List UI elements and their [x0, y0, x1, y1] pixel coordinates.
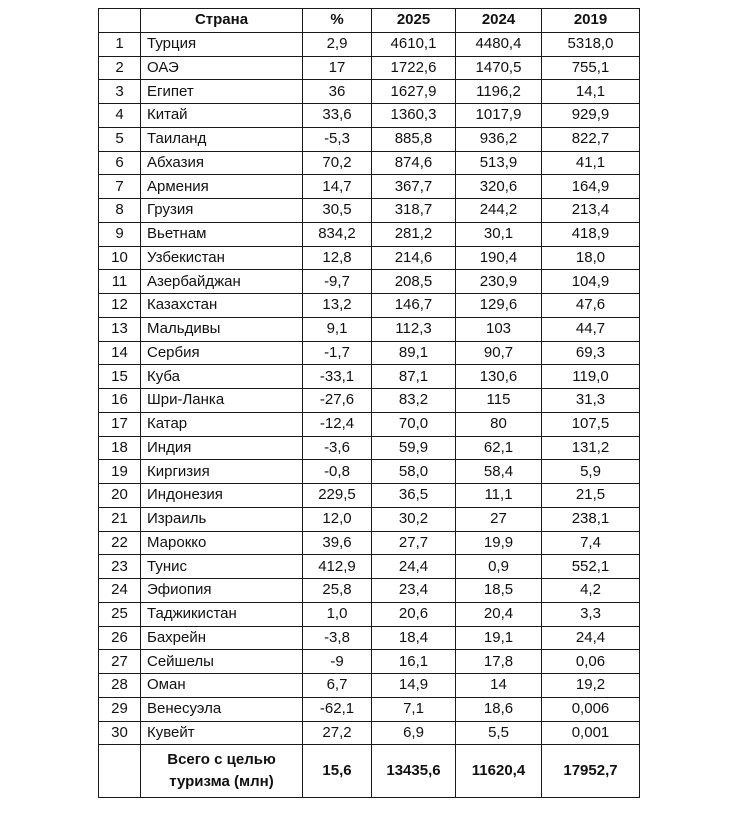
percent-change: 39,6 — [303, 531, 372, 555]
total-2025: 13435,6 — [372, 745, 456, 798]
country-name: Сейшелы — [141, 650, 303, 674]
country-name: ОАЭ — [141, 56, 303, 80]
percent-change: 13,2 — [303, 294, 372, 318]
value-2019: 14,1 — [542, 80, 640, 104]
table-row — [99, 151, 640, 175]
value-2025: 1722,6 — [372, 56, 456, 80]
country-name: Индонезия — [141, 484, 303, 508]
value-2025: 23,4 — [372, 579, 456, 603]
percent-change: -3,6 — [303, 436, 372, 460]
value-2024: 20,4 — [456, 602, 542, 626]
country-name: Армения — [141, 175, 303, 199]
value-2025: 214,6 — [372, 246, 456, 270]
row-number: 12 — [99, 294, 141, 318]
row-number: 3 — [99, 80, 141, 104]
country-name: Китай — [141, 104, 303, 128]
row-number: 4 — [99, 104, 141, 128]
value-2025: 7,1 — [372, 697, 456, 721]
value-2025: 14,9 — [372, 674, 456, 698]
value-2019: 0,006 — [542, 697, 640, 721]
value-2019: 131,2 — [542, 436, 640, 460]
value-2025: 30,2 — [372, 507, 456, 531]
table-row — [99, 721, 640, 745]
percent-change: 70,2 — [303, 151, 372, 175]
table-row — [99, 650, 640, 674]
percent-change: -33,1 — [303, 365, 372, 389]
percent-change: 30,5 — [303, 199, 372, 223]
percent-change: 36 — [303, 80, 372, 104]
country-name: Эфиопия — [141, 579, 303, 603]
table-row — [99, 579, 640, 603]
percent-change: 2,9 — [303, 32, 372, 56]
country-name: Тунис — [141, 555, 303, 579]
value-2025: 59,9 — [372, 436, 456, 460]
row-number: 5 — [99, 127, 141, 151]
header-country: Страна — [141, 9, 303, 33]
value-2019: 18,0 — [542, 246, 640, 270]
table-row — [99, 246, 640, 270]
tourism-table — [98, 8, 640, 798]
row-number: 18 — [99, 436, 141, 460]
table-row — [99, 436, 640, 460]
percent-change: -1,7 — [303, 341, 372, 365]
value-2019: 3,3 — [542, 602, 640, 626]
value-2025: 27,7 — [372, 531, 456, 555]
value-2025: 112,3 — [372, 317, 456, 341]
value-2019: 0,001 — [542, 721, 640, 745]
country-name: Венесуэла — [141, 697, 303, 721]
value-2024: 4480,4 — [456, 32, 542, 56]
value-2019: 41,1 — [542, 151, 640, 175]
row-number: 2 — [99, 56, 141, 80]
value-2019: 19,2 — [542, 674, 640, 698]
country-name: Марокко — [141, 531, 303, 555]
table-row — [99, 602, 640, 626]
value-2024: 58,4 — [456, 460, 542, 484]
value-2024: 513,9 — [456, 151, 542, 175]
percent-change: 27,2 — [303, 721, 372, 745]
header-2025: 2025 — [372, 9, 456, 33]
percent-change: 12,0 — [303, 507, 372, 531]
country-name: Казахстан — [141, 294, 303, 318]
country-name: Египет — [141, 80, 303, 104]
row-number: 26 — [99, 626, 141, 650]
percent-change: -12,4 — [303, 412, 372, 436]
value-2024: 90,7 — [456, 341, 542, 365]
value-2024: 1017,9 — [456, 104, 542, 128]
row-number: 16 — [99, 389, 141, 413]
value-2024: 17,8 — [456, 650, 542, 674]
value-2024: 1470,5 — [456, 56, 542, 80]
value-2024: 936,2 — [456, 127, 542, 151]
country-name: Бахрейн — [141, 626, 303, 650]
value-2024: 27 — [456, 507, 542, 531]
country-name: Оман — [141, 674, 303, 698]
table-row — [99, 507, 640, 531]
value-2024: 30,1 — [456, 222, 542, 246]
row-number: 9 — [99, 222, 141, 246]
table-row — [99, 80, 640, 104]
percent-change: 12,8 — [303, 246, 372, 270]
table-row — [99, 674, 640, 698]
value-2024: 129,6 — [456, 294, 542, 318]
value-2024: 11,1 — [456, 484, 542, 508]
total-label: Всего с целью туризма (млн) — [141, 745, 303, 798]
value-2025: 367,7 — [372, 175, 456, 199]
percent-change: 17 — [303, 56, 372, 80]
value-2025: 18,4 — [372, 626, 456, 650]
country-name: Шри-Ланка — [141, 389, 303, 413]
value-2025: 208,5 — [372, 270, 456, 294]
table-row — [99, 317, 640, 341]
country-name: Куба — [141, 365, 303, 389]
value-2024: 62,1 — [456, 436, 542, 460]
row-number: 14 — [99, 341, 141, 365]
country-name: Израиль — [141, 507, 303, 531]
value-2025: 16,1 — [372, 650, 456, 674]
header-2024: 2024 — [456, 9, 542, 33]
table-row — [99, 270, 640, 294]
country-name: Мальдивы — [141, 317, 303, 341]
row-number: 28 — [99, 674, 141, 698]
row-number: 13 — [99, 317, 141, 341]
value-2025: 83,2 — [372, 389, 456, 413]
country-name: Катар — [141, 412, 303, 436]
table-row — [99, 104, 640, 128]
value-2019: 69,3 — [542, 341, 640, 365]
row-number: 30 — [99, 721, 141, 745]
value-2024: 1196,2 — [456, 80, 542, 104]
value-2025: 1627,9 — [372, 80, 456, 104]
header-num — [99, 9, 141, 33]
value-2024: 19,9 — [456, 531, 542, 555]
value-2019: 418,9 — [542, 222, 640, 246]
table-row — [99, 389, 640, 413]
percent-change: 834,2 — [303, 222, 372, 246]
value-2019: 213,4 — [542, 199, 640, 223]
row-number: 24 — [99, 579, 141, 603]
country-name: Таиланд — [141, 127, 303, 151]
row-number: 1 — [99, 32, 141, 56]
table-row — [99, 127, 640, 151]
value-2025: 20,6 — [372, 602, 456, 626]
row-number: 7 — [99, 175, 141, 199]
value-2019: 822,7 — [542, 127, 640, 151]
table-row — [99, 222, 640, 246]
percent-change: 412,9 — [303, 555, 372, 579]
value-2025: 70,0 — [372, 412, 456, 436]
row-number: 21 — [99, 507, 141, 531]
percent-change: -9,7 — [303, 270, 372, 294]
value-2024: 19,1 — [456, 626, 542, 650]
value-2024: 230,9 — [456, 270, 542, 294]
percent-change: 229,5 — [303, 484, 372, 508]
table-row — [99, 484, 640, 508]
total-percent: 15,6 — [303, 745, 372, 798]
value-2025: 36,5 — [372, 484, 456, 508]
total-num — [99, 745, 141, 798]
value-2024: 0,9 — [456, 555, 542, 579]
value-2019: 44,7 — [542, 317, 640, 341]
value-2025: 318,7 — [372, 199, 456, 223]
value-2019: 24,4 — [542, 626, 640, 650]
value-2024: 320,6 — [456, 175, 542, 199]
percent-change: -5,3 — [303, 127, 372, 151]
value-2019: 164,9 — [542, 175, 640, 199]
table-row — [99, 32, 640, 56]
table-body — [99, 32, 640, 798]
value-2025: 146,7 — [372, 294, 456, 318]
percent-change: 6,7 — [303, 674, 372, 698]
value-2024: 244,2 — [456, 199, 542, 223]
country-name: Узбекистан — [141, 246, 303, 270]
row-number: 23 — [99, 555, 141, 579]
value-2024: 115 — [456, 389, 542, 413]
row-number: 20 — [99, 484, 141, 508]
country-name: Турция — [141, 32, 303, 56]
value-2024: 103 — [456, 317, 542, 341]
row-number: 15 — [99, 365, 141, 389]
percent-change: -0,8 — [303, 460, 372, 484]
table-row — [99, 555, 640, 579]
country-name: Грузия — [141, 199, 303, 223]
value-2019: 7,4 — [542, 531, 640, 555]
table-row — [99, 56, 640, 80]
value-2025: 281,2 — [372, 222, 456, 246]
value-2025: 1360,3 — [372, 104, 456, 128]
country-name: Сербия — [141, 341, 303, 365]
value-2019: 47,6 — [542, 294, 640, 318]
value-2024: 14 — [456, 674, 542, 698]
value-2019: 0,06 — [542, 650, 640, 674]
table-row — [99, 697, 640, 721]
value-2019: 107,5 — [542, 412, 640, 436]
value-2024: 130,6 — [456, 365, 542, 389]
row-number: 6 — [99, 151, 141, 175]
table-row — [99, 531, 640, 555]
value-2019: 104,9 — [542, 270, 640, 294]
value-2025: 4610,1 — [372, 32, 456, 56]
table-row — [99, 175, 640, 199]
value-2025: 89,1 — [372, 341, 456, 365]
table-row — [99, 460, 640, 484]
total-2024: 11620,4 — [456, 745, 542, 798]
value-2019: 119,0 — [542, 365, 640, 389]
country-name: Вьетнам — [141, 222, 303, 246]
value-2019: 31,3 — [542, 389, 640, 413]
value-2025: 874,6 — [372, 151, 456, 175]
row-number: 11 — [99, 270, 141, 294]
row-number: 22 — [99, 531, 141, 555]
total-row — [99, 745, 640, 798]
row-number: 19 — [99, 460, 141, 484]
header-2019: 2019 — [542, 9, 640, 33]
value-2024: 80 — [456, 412, 542, 436]
percent-change: -9 — [303, 650, 372, 674]
value-2024: 18,6 — [456, 697, 542, 721]
value-2019: 5,9 — [542, 460, 640, 484]
value-2024: 190,4 — [456, 246, 542, 270]
value-2019: 5318,0 — [542, 32, 640, 56]
percent-change: 25,8 — [303, 579, 372, 603]
total-2019: 17952,7 — [542, 745, 640, 798]
row-number: 8 — [99, 199, 141, 223]
country-name: Таджикистан — [141, 602, 303, 626]
value-2019: 755,1 — [542, 56, 640, 80]
value-2019: 21,5 — [542, 484, 640, 508]
row-number: 10 — [99, 246, 141, 270]
value-2019: 929,9 — [542, 104, 640, 128]
value-2025: 24,4 — [372, 555, 456, 579]
table-row — [99, 626, 640, 650]
value-2024: 18,5 — [456, 579, 542, 603]
country-name: Индия — [141, 436, 303, 460]
table-row — [99, 294, 640, 318]
percent-change: -62,1 — [303, 697, 372, 721]
table-row — [99, 199, 640, 223]
table-row — [99, 341, 640, 365]
value-2025: 885,8 — [372, 127, 456, 151]
percent-change: -27,6 — [303, 389, 372, 413]
value-2019: 4,2 — [542, 579, 640, 603]
row-number: 25 — [99, 602, 141, 626]
value-2019: 552,1 — [542, 555, 640, 579]
country-name: Кувейт — [141, 721, 303, 745]
value-2019: 238,1 — [542, 507, 640, 531]
country-name: Абхазия — [141, 151, 303, 175]
row-number: 29 — [99, 697, 141, 721]
country-name: Азербайджан — [141, 270, 303, 294]
table-row — [99, 412, 640, 436]
value-2025: 87,1 — [372, 365, 456, 389]
value-2024: 5,5 — [456, 721, 542, 745]
row-number: 27 — [99, 650, 141, 674]
percent-change: 14,7 — [303, 175, 372, 199]
percent-change: 1,0 — [303, 602, 372, 626]
row-number: 17 — [99, 412, 141, 436]
percent-change: 33,6 — [303, 104, 372, 128]
table-row — [99, 365, 640, 389]
value-2025: 58,0 — [372, 460, 456, 484]
percent-change: -3,8 — [303, 626, 372, 650]
country-name: Киргизия — [141, 460, 303, 484]
header-row — [99, 9, 640, 33]
header-percent: % — [303, 9, 372, 33]
value-2025: 6,9 — [372, 721, 456, 745]
percent-change: 9,1 — [303, 317, 372, 341]
